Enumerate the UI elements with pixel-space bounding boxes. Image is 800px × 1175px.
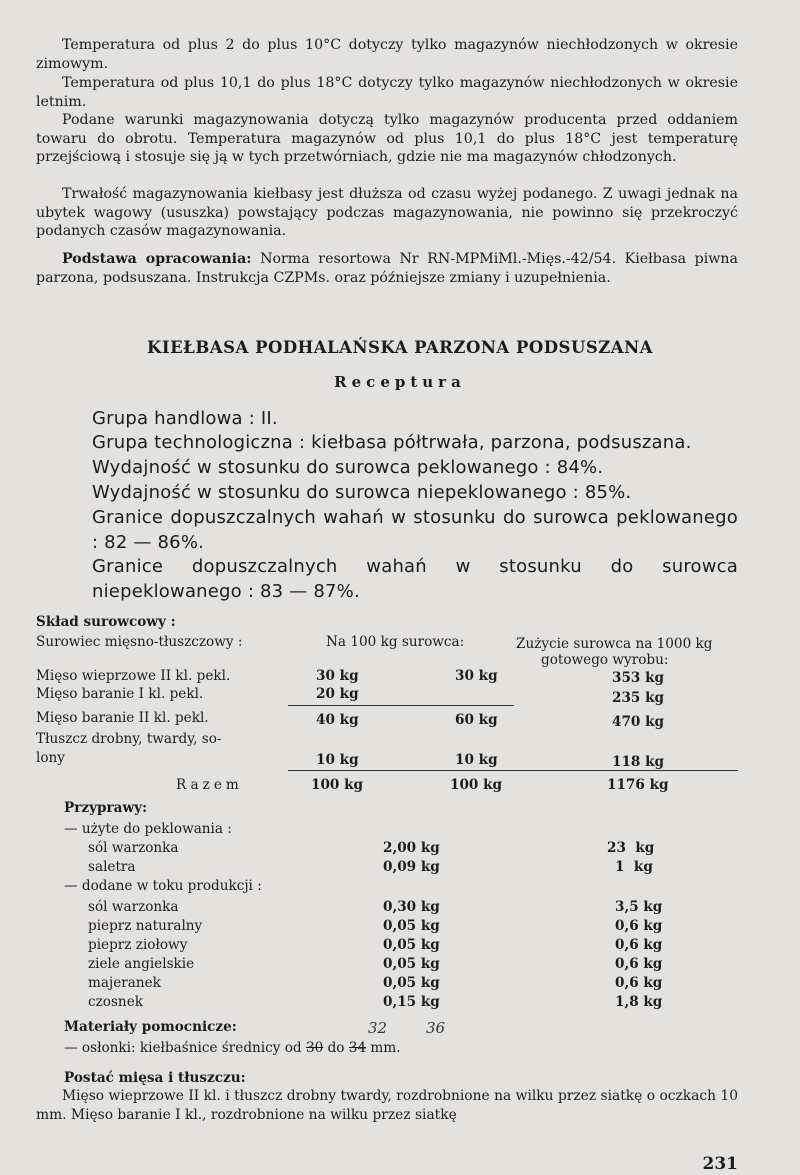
table-rule [288, 705, 514, 706]
spice-name: czosnek [88, 994, 143, 1010]
row-value-c: 118 kg [612, 754, 665, 770]
spice-value-c: 0,6 kg [615, 975, 663, 991]
meat-form-heading: Postać mięsa i tłuszczu: [64, 1070, 246, 1086]
row-value-a: 10 kg [316, 752, 359, 768]
paragraph-temp-summer: Temperatura od plus 10,1 do plus 18°C dotyczy tylko magazynów niechłodzonych w okresie letnim. [36, 75, 738, 110]
spices-curing-label: — użyte do peklowania : [64, 821, 232, 837]
casing-mid: do [323, 1040, 349, 1056]
spice-value-a: 2,00 kg [383, 840, 440, 856]
spices-heading: Przyprawy: [64, 800, 148, 816]
row-value-b: 30 kg [455, 668, 498, 684]
composition-col2-header: Na 100 kg surowca: [326, 634, 465, 650]
spice-name: pieprz ziołowy [88, 937, 188, 953]
composition-col3-header-2: gotowego wyrobu: [541, 652, 669, 668]
spice-value-a: 0,05 kg [383, 975, 440, 991]
limits-cured: Granice dopuszczalnych wahań w stosunku do surowca peklowanego : 82 — 86%. [92, 507, 738, 553]
spice-name: majeranek [88, 975, 161, 991]
spice-value-a: 0,05 kg [383, 956, 440, 972]
page-number: 231 [702, 1154, 738, 1174]
yield-uncured: Wydajność w stosunku do surowca niepeklowanego : 85%. [92, 482, 632, 503]
composition-col1-header: Surowiec mięsno-tłuszczowy : [36, 634, 243, 650]
row-value-a: 30 kg [316, 668, 359, 684]
spices-production-label: — dodane w toku produkcji : [64, 878, 262, 894]
row-value-b: 10 kg [455, 752, 498, 768]
spice-value-a: 0,05 kg [383, 937, 440, 953]
row-value-c: 353 kg [612, 670, 665, 686]
paragraph-storage-conditions: Podane warunki magazynowania dotyczą tylko magazynów producenta przed oddaniem towaru do obrotu. Temperatura magazynów od plus 10,1 do plus 18°C jest temperaturę przejściową i stosuje się ją w tych przetwórniach, gdzie nie ma magazynów chłodzonych. [36, 112, 738, 166]
row-value-a: 40 kg [316, 712, 359, 728]
limits-uncured: Granice dopuszczalnych wahań w stosunku do surowca niepeklowanego : 83 — 87%. [92, 556, 738, 602]
auxiliary-heading: Materiały pomocnicze: [64, 1019, 237, 1035]
spice-value-a: 0,05 kg [383, 918, 440, 934]
recipe-subtitle: Receptura [334, 373, 466, 391]
spice-value-c: 0,6 kg [615, 956, 663, 972]
composition-col3-header-1: Zużycie surowca na 1000 kg [516, 636, 713, 652]
recipe-title: KIEŁBASA PODHALAŃSKA PARZONA PODSUSZANA [147, 338, 653, 357]
paragraph-basis [36, 250, 738, 287]
group-technological: Grupa technologiczna : kiełbasa półtrwała, parzona, podsuszana. [92, 432, 692, 453]
casing-prefix: — osłonki: kiełbaśnice średnicy od [64, 1040, 306, 1056]
spice-name: sól warzonka [88, 840, 179, 856]
meat-form-text: Mięso wieprzowe II kl. i tłuszcz drobny twardy, rozdrobnione na wilku przez siatkę o oczkach 10 mm. Mięso baranie I kl., rozdrobnione na wilku przez siatkę [36, 1088, 738, 1123]
casing-to-struck: 34 [348, 1040, 367, 1056]
row-name-line2: lony [36, 750, 65, 766]
group-trade: Grupa handlowa : II. [92, 408, 278, 429]
yield-cured: Wydajność w stosunku do surowca peklowanego : 84%. [92, 457, 604, 478]
spice-value-c: 23 kg [607, 840, 655, 856]
spice-value-c: 0,6 kg [615, 937, 663, 953]
total-value-b: 100 kg [450, 777, 503, 793]
row-name: Mięso baranie I kl. pekl. [36, 686, 204, 702]
spice-value-c: 3,5 kg [615, 899, 663, 915]
spice-name: sól warzonka [88, 899, 179, 915]
table-total-rule [288, 770, 738, 771]
row-name: Mięso baranie II kl. pekl. [36, 710, 209, 726]
row-name: Mięso wieprzowe II kl. pekl. [36, 668, 231, 684]
row-value-b: 60 kg [455, 712, 498, 728]
total-value-c: 1176 kg [607, 777, 669, 793]
row-value-c: 470 kg [612, 714, 665, 730]
total-label: Razem [176, 777, 243, 793]
handwritten-casing-from: 32 [368, 1019, 388, 1037]
basis-text: Norma resortowa Nr RN-MPMiMl.-Mięs.-42/54. Kiełbasa piwna parzona, podsuszana. Instrukcja CZPMs. oraz późniejsze zmiany i uzupełnienia. [36, 251, 738, 286]
paragraph-temp-winter: Temperatura od plus 2 do plus 10°C dotyczy tylko magazynów niechłodzonych w okresie zimowym. [36, 37, 738, 72]
row-value-c: 235 kg [612, 690, 665, 706]
casing-line [64, 1040, 401, 1056]
paragraph-storage-durability: Trwałość magazynowania kiełbasy jest dłuższa od czasu wyżej podanego. Z uwagi jednak na ubytek wagowy (ususzka) powstający podczas magazynowania, nie powinno się przekroczyć podanych czasów magazynowania. [36, 186, 738, 240]
row-name-line1: Tłuszcz drobny, twardy, so- [36, 731, 222, 747]
handwritten-casing-to: 36 [426, 1019, 446, 1037]
total-value-a: 100 kg [311, 777, 364, 793]
spice-name: saletra [88, 859, 136, 875]
spice-value-a: 0,09 kg [383, 859, 440, 875]
casing-from-struck: 30 [305, 1040, 324, 1056]
spice-value-c: 1 kg [615, 859, 653, 875]
spice-value-a: 0,30 kg [383, 899, 440, 915]
casing-suffix: mm. [366, 1040, 401, 1056]
spice-value-c: 0,6 kg [615, 918, 663, 934]
row-value-a: 20 kg [316, 686, 359, 702]
basis-label: Podstawa opracowania: [62, 251, 252, 267]
spice-name: ziele angielskie [88, 956, 195, 972]
composition-heading: Skład surowcowy : [36, 614, 176, 630]
spice-name: pieprz naturalny [88, 918, 203, 934]
spice-value-a: 0,15 kg [383, 994, 440, 1010]
spice-value-c: 1,8 kg [615, 994, 663, 1010]
